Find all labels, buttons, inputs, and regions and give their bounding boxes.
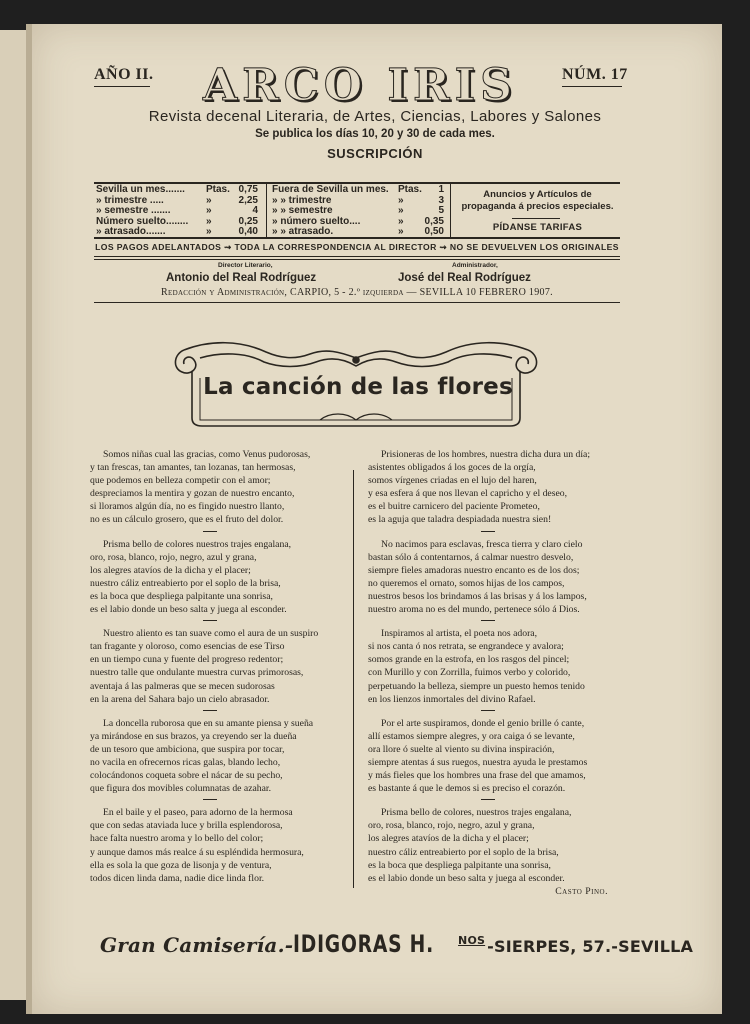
poem-line: es la aguja que taladra despiadada nuestra sien! [368, 514, 552, 526]
poem-stanza [368, 627, 608, 706]
article-title: La canción de las flores [203, 374, 513, 400]
poem-line: oro, rosa, blanco, rojo, negro, azul y grana, [90, 551, 257, 563]
poem-line: no vacila en ofrecernos ricas galas, blando lecho, [90, 756, 281, 768]
poem-line: es la boca que despliega palpitante una sonrisa, [90, 590, 273, 602]
rate-label: » » semestre [272, 205, 333, 216]
poem-line: ora llore ó suelte al viento su divina inspiración, [368, 743, 555, 755]
rate-label: » atrasado....... [96, 226, 166, 237]
fuera-rates [272, 185, 444, 238]
publication-schedule: Se publica los días 10, 20 y 30 de cada mes. [255, 128, 495, 140]
advert-address: -SIERPES, 57.-SEVILLA [487, 937, 694, 956]
stanza-separator [481, 799, 495, 800]
poem-stanza [368, 717, 608, 796]
poem-line: es el buitre carnicero del paciente Prometeo, [368, 501, 540, 513]
notices-bottom-rule [94, 256, 620, 257]
stanza-separator [481, 531, 495, 532]
poem-line: No nacimos para esclavas, fresca tierra y claro cielo [381, 538, 583, 550]
poem-line: nuestro talle que ondulante muestra curvas primorosas, [90, 667, 304, 679]
rate-currency: » [206, 215, 212, 227]
poem-stanza [90, 627, 330, 706]
poem-right-column [368, 448, 608, 898]
notices-line: LOS PAGOS ADELANTADOS ⇝ TODA LA CORRESPONDENCIA AL DIRECTOR ⇝ NO SE DEVUELVEN LOS ORIGINALES [95, 242, 619, 252]
rate-currency: » [206, 194, 212, 206]
admin-name: José del Real Rodríguez [398, 272, 531, 284]
poem-line: nuestro cáliz entreabierto por el soplo de la brisa, [90, 577, 281, 589]
header-bottom-rule [94, 302, 620, 303]
rate-row [96, 206, 258, 217]
poem-line: Inspiramos al artista, el poeta nos adora, [381, 628, 538, 640]
poem-line: Somos niñas cual las gracias, como Venus pudorosas, [103, 449, 311, 460]
rate-label: Número suelto........ [96, 215, 189, 227]
number-underline [562, 86, 622, 87]
poem-line: que figura dos movibles columnatas de azahar. [90, 783, 272, 795]
director-role: Director Literario, [218, 262, 273, 269]
poem-line: bastan sólo á contentarnos, á calmar nuestro desvelo, [368, 551, 574, 563]
rate-currency: » [398, 226, 404, 237]
poem-line: Prisma bello de colores, nuestros trajes engalana, [381, 807, 572, 819]
rate-currency: Ptas. [398, 184, 422, 195]
stanza-separator [203, 710, 217, 711]
poem-line: es la boca que despliega palpitante una sonrisa, [368, 859, 551, 871]
poem-line: somos grande en la estrofa, en los rasgos del pincel; [368, 654, 570, 666]
poem-line: en los lienzos inmortales del divino Rafael. [368, 693, 536, 705]
ads-rule [512, 218, 560, 219]
rate-label: » semestre ....... [96, 205, 171, 216]
binding-spine [26, 24, 32, 1014]
rate-row [272, 227, 444, 238]
rate-currency: » [206, 205, 212, 216]
poem-line: y esa esfera á que nos llevan el capricho y el deseo, [368, 488, 568, 500]
poem-line: asistentes obligados á los goces de la orgía, [368, 462, 536, 474]
rate-value: 3 [438, 194, 444, 206]
poem-line: Prisma bello de colores nuestros trajes engalana, [103, 538, 292, 550]
poem-line: nuestros besos los brindamos á las brisas y á los lampos, [368, 590, 587, 602]
issue-year: AÑO II. [94, 66, 154, 83]
subscription-heading: SUSCRIPCIÓN [327, 146, 423, 161]
stanza-separator [203, 799, 217, 800]
poem-line: que podemos en belleza competir con el amor; [90, 475, 271, 487]
poem-line: Prisioneras de los hombres, nuestra dicha dura un día; [381, 449, 591, 460]
rate-label: » » trimestre [272, 194, 332, 206]
rate-row [272, 206, 444, 217]
rate-value: 4 [252, 205, 258, 216]
author-signature: Casto Pino. [555, 885, 608, 897]
poem-line: si nos canta ó nos retrata, se engrandece y avalora; [368, 641, 564, 653]
director-name: Antonio del Real Rodríguez [166, 272, 317, 284]
issue-number: NÚM. 17 [562, 66, 628, 83]
rate-label: Sevilla un mes....... [96, 184, 185, 195]
poem-left-column [90, 448, 330, 885]
rate-value: 0,25 [238, 215, 258, 227]
rate-currency: » [398, 205, 404, 216]
poem-line: no es un cálculo grosero, que es el fruto del dolor. [90, 514, 284, 526]
rate-row [272, 185, 444, 196]
rate-label: Fuera de Sevilla un mes. [272, 184, 389, 195]
poem-line: y tan frescas, tan amantes, tan lozanas, tan hermosas, [90, 462, 296, 474]
poem-line: nuestro aroma no es del mundo, pertenece sólo á Dios. [368, 604, 580, 616]
poem-line: ya mirándose en sus brazos, ya creyendo ser la dueña [90, 730, 297, 742]
poem-line: En el baile y el paseo, para adorno de la hermosa [103, 807, 293, 819]
poem-stanza [90, 806, 330, 885]
poem-line: los alegres atavíos de la dicha y el placer; [368, 833, 529, 845]
advert-shop: Gran Camisería.- [100, 933, 294, 957]
rate-value: 1 [438, 184, 444, 195]
masthead-title: ARCO IRIS [203, 60, 517, 111]
advert-brand: IDIGORAS H. [293, 930, 435, 958]
ads-note: Anuncios y Artículos de propaganda á precios especiales. [461, 189, 614, 212]
rate-currency: » [398, 215, 404, 227]
poem-line: es el labio donde un beso salta y juega al esconder. [90, 604, 287, 616]
rate-label: » trimestre ..... [96, 194, 164, 206]
poem-line: los alegres atavíos de la dicha y el placer; [90, 564, 251, 576]
rate-row [96, 227, 258, 238]
poem-line: colocándonos coqueta sobre el nácar de su pecho, [90, 770, 283, 782]
admin-role: Administrador, [452, 262, 498, 269]
column-divider [353, 470, 354, 888]
poem-stanza [368, 448, 608, 527]
rate-label: » » atrasado. [272, 226, 334, 237]
rate-value: 2,25 [238, 194, 258, 206]
poem-line: perpetuando la belleza, siempre un puesto hemos tenido [368, 680, 585, 692]
poem-line: oro, rosa, blanco, rojo, negro, azul y grana, [368, 820, 535, 832]
masthead-subtitle: Revista decenal Literaria, de Artes, Ciencias, Labores y Salones [148, 108, 602, 125]
poem-line: en la arena del Sahara bajo un cielo abrasador. [90, 693, 270, 705]
stanza-separator [203, 620, 217, 621]
advert-line [100, 930, 694, 958]
poem-line: despreciamos la mentira y gozan de nuestro encanto, [90, 488, 295, 500]
rate-value: 5 [438, 205, 444, 216]
rate-currency: » [398, 194, 404, 206]
poem-line: nuestro cáliz entreabierto por el soplo de la brisa, [368, 846, 559, 858]
poem-line: de un tesoro que ambiciona, que suspira por tocar, [90, 743, 285, 755]
notices-bottom-rule-2 [94, 259, 620, 260]
poem-line: Nuestro aliento es tan suave como el aura de un suspiro [103, 628, 319, 640]
poem-line: La doncella ruborosa que en su amante piensa y sueña [103, 717, 314, 729]
poem-line: Por el arte suspiramos, donde el genio brille ó cante, [381, 717, 585, 729]
tarifas-note: PÍDANSE TARIFAS [492, 222, 583, 233]
poem-line: hace falta nuestro aroma y lo bello del color; [90, 833, 264, 845]
year-underline [94, 86, 150, 87]
poem-line: ella es sola la que goza de lisonja y de ventura, [90, 859, 272, 871]
advert-brand-sup: NOS [458, 934, 486, 947]
poem-line: es bastante á que le demos si es preciso el corazón. [368, 783, 566, 795]
rate-value: 0,35 [424, 215, 444, 227]
ads-divider [450, 183, 451, 237]
poem-line: allí estamos siempre alegres, y ora caiga ó se levante, [368, 730, 575, 742]
sevilla-rates [96, 185, 258, 238]
stanza-separator [481, 710, 495, 711]
rates-divider [266, 183, 267, 237]
poem-line: aventaja á las palmeras que se mecen sudorosas [90, 680, 275, 692]
poem-stanza [90, 448, 330, 527]
poem-stanza [368, 806, 608, 885]
redaccion-line: Redacción y Administración, CARPIO, 5 - 2.º izquierda — SEVILLA 10 FEBRERO 1907. [161, 287, 553, 298]
stanza-separator [481, 620, 495, 621]
poem-line: si lloramos algún día, no es fingido nuestro llanto, [90, 501, 285, 513]
poem-line: somos vírgenes criadas en el lujo del haren, [368, 475, 537, 487]
poem-line: y aunque damos más realce á su espléndida hermosura, [90, 846, 304, 858]
rate-currency: Ptas. [206, 184, 230, 195]
rate-value: 0,50 [424, 226, 444, 237]
poem-line: y más fieles que los hombres una frase del que amamos, [368, 770, 586, 782]
stanza-separator [203, 531, 217, 532]
poem-line: no queremos el ornato, somos hijas de los campos, [368, 577, 565, 589]
poem-line: que con sedas ataviada luce y brilla esplendorosa, [90, 820, 283, 832]
poem-line: tan fragante y oloroso, como esencias de ese Tirso [90, 641, 285, 653]
poem-stanza [90, 717, 330, 796]
poem-line: siempre fieles amadoras nuestro encanto es de los dos; [368, 564, 580, 576]
rate-currency: » [206, 226, 212, 237]
rate-label: » número suelto.... [272, 215, 361, 227]
poem-stanza [368, 538, 608, 617]
poem-line: con Murillo y con Zorrilla, fuimos verbo y colorido, [368, 667, 571, 679]
rate-row [96, 185, 258, 196]
poem-line: en un tiempo cuna y fuente del progreso redentor; [90, 654, 284, 666]
poem-line: todos dicen linda dama, nadie dice linda flor. [90, 872, 265, 884]
poem-line: es el labio donde un beso salta y juega al esconder. [368, 872, 565, 884]
poem-stanza [90, 538, 330, 617]
rate-value: 0,75 [238, 184, 258, 195]
rate-value: 0,40 [238, 226, 258, 237]
poem-line: siempre atentas á sus ruegos, nuestra ayuda le prestamos [368, 756, 588, 768]
notices-top-rule [94, 237, 620, 239]
